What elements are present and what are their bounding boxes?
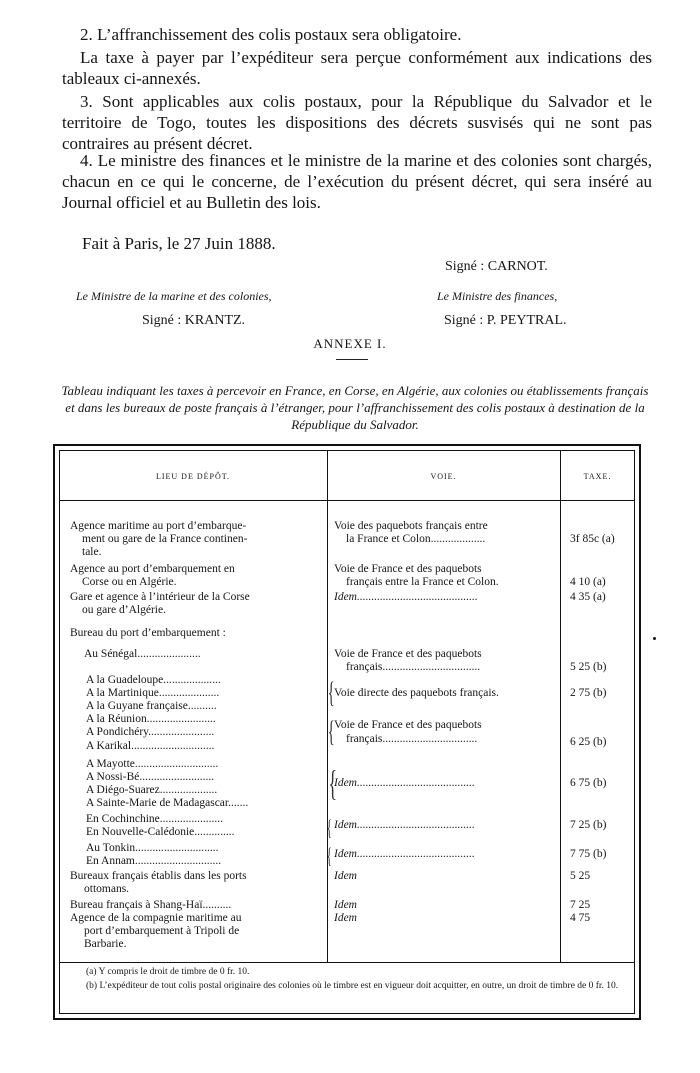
taxe-value: 4 10 (a): [570, 576, 606, 588]
voie-line: français..................................: [346, 661, 481, 673]
lieu-line: Au Tonkin.............................: [86, 842, 219, 854]
brace-cochinchine: {: [326, 815, 332, 840]
taxe-value: 7 25 (b): [570, 819, 607, 831]
lieu-line: A la Martinique.....................: [86, 687, 220, 699]
brace-madagascar: {: [328, 763, 337, 803]
voie-line: la France et Colon...................: [346, 533, 486, 545]
lieu-line: Bureaux français établis dans les ports: [70, 870, 247, 882]
lieu-line: ottomans.: [84, 883, 130, 895]
lieu-line: En Annam..............................: [86, 855, 222, 867]
article-2: 2. L’affranchissement des colis postaux sera obligatoire.: [80, 25, 462, 44]
voie-line: Idem: [334, 899, 357, 911]
lieu-line: Au Sénégal......................: [84, 648, 201, 660]
annexe-title: ANNEXE I.: [313, 336, 387, 351]
taxe-value: 7 25: [570, 899, 591, 911]
header-lieu: LIEU DE DÉPÔT.: [155, 472, 231, 481]
lieu-line: En Cochinchine......................: [86, 813, 224, 825]
voie-line: français.................................: [346, 733, 478, 745]
signature-peytral: Signé : P. PEYTRAL.: [444, 313, 567, 328]
article-4: 4. Le ministre des finances et le ministre de la marine et des colonies sont chargés, chacun en ce qui le concerne, de l’exécution du présent décret, qui sera inséré au Journal officiel et au Bulletin des lois.: [62, 151, 652, 212]
lieu-line: A Sainte-Marie de Madagascar.......: [86, 797, 249, 809]
lieu-line: A la Guadeloupe....................: [86, 674, 221, 686]
signature-carnot: Signé : CARNOT.: [445, 259, 548, 274]
header-voie: VOIE.: [430, 472, 457, 481]
voie-line: Voie directe des paquebots français.: [334, 687, 499, 699]
minister-marine-title: Le Ministre de la marine et des colonies,: [76, 289, 272, 303]
ink-mark: [653, 637, 656, 640]
brace-tonkin: {: [326, 843, 332, 868]
taxe-value: 4 35 (a): [570, 591, 606, 603]
voie-line: Idem: [334, 912, 357, 924]
table-caption: Tableau indiquant les taxes à percevoir en France, en Corse, en Algérie, aux colonies ou établissements français et dans les bureaux de poste français à l’étranger, pour l’affranchissement des colis postaux à destination de la République du Salvador.: [61, 383, 649, 432]
article-2-tax: La taxe à payer par l’expéditeur sera perçue conformément aux indications des tableaux ci-annexés.: [62, 48, 652, 88]
fait-a-paris: Fait à Paris, le 27 Juin 1888.: [82, 234, 276, 253]
taxe-value: 6 75 (b): [570, 777, 607, 789]
lieu-line: ou gare d’Algérie.: [82, 604, 166, 616]
voie-line: Idem: [334, 870, 357, 882]
taxe-value: 4 75: [570, 912, 591, 924]
lieu-line: Bureau du port d’embarquement :: [70, 627, 226, 639]
voie-line: Idem.........................................: [334, 848, 475, 860]
lieu-line: Corse ou en Algérie.: [82, 576, 177, 588]
voie-line: français entre la France et Colon.: [346, 576, 499, 588]
lieu-line: Agence au port d’embarquement en: [70, 563, 235, 575]
taxe-value: 6 25 (b): [570, 736, 607, 748]
lieu-line: A Nossi-Bé..........................: [86, 771, 215, 783]
column-divider-2: [560, 450, 561, 962]
voie-line: Idem..........................................: [334, 591, 478, 603]
lieu-line: En Nouvelle-Calédonie..............: [86, 826, 235, 838]
taxe-value: 5 25 (b): [570, 661, 607, 673]
header-taxe: TAXE.: [583, 472, 612, 481]
lieu-line: Agence maritime au port d’embarque-: [70, 520, 247, 532]
voie-line: Idem.........................................: [334, 819, 475, 831]
brace-inde: {: [327, 715, 335, 748]
minister-finances-title: Le Ministre des finances,: [437, 289, 558, 303]
lieu-line: A la Guyane française..........: [86, 700, 217, 712]
title-rule: [336, 359, 368, 360]
lieu-line: Agence de la compagnie maritime au: [70, 912, 242, 924]
lieu-line: Barbarie.: [84, 938, 127, 950]
lieu-line: A Pondichéry.......................: [86, 726, 215, 738]
taxe-value: 7 75 (b): [570, 848, 607, 860]
lieu-line: A Karikal.............................: [86, 740, 215, 752]
voie-line: Idem.........................................: [334, 777, 475, 789]
lieu-line: ment ou gare de la France continen-: [82, 533, 248, 545]
lieu-line: A Diégo-Suarez....................: [86, 784, 218, 796]
voie-line: Voie de France et des paquebots: [334, 563, 482, 575]
taxe-value: 3f 85c (a): [570, 533, 615, 545]
notes-divider: [59, 962, 635, 963]
taxe-value: 5 25: [570, 870, 591, 882]
header-divider: [59, 500, 635, 501]
lieu-line: port d’embarquement à Tripoli de: [84, 925, 240, 937]
lieu-line: A la Réunion........................: [86, 713, 216, 725]
voie-line: Voie de France et des paquebots: [334, 648, 482, 660]
signature-krantz: Signé : KRANTZ.: [142, 313, 246, 328]
article-3: 3. Sont applicables aux colis postaux, pour la République du Salvador et le territoire de Togo, toutes les dispositions des décrets susvisés qui ne sont pas contraires au présent décret.: [62, 92, 652, 153]
taxe-value: 2 75 (b): [570, 687, 607, 699]
lieu-line: A Mayotte.............................: [86, 758, 219, 770]
voie-line: Voie de France et des paquebots: [334, 719, 482, 731]
lieu-line: Gare et agence à l’intérieur de la Corse: [70, 591, 250, 603]
footnote-b: (b) L’expéditeur de tout colis postal originaire des colonies où le timbre est en vigueur doit acquitter, en outre, un droit de timbre de 0 fr. 10.: [86, 981, 619, 991]
lieu-line: tale.: [82, 546, 102, 558]
brace-antilles: {: [327, 676, 335, 709]
footnote-a: (a) Y compris le droit de timbre de 0 fr. 10.: [86, 967, 250, 977]
voie-line: Voie des paquebots français entre: [334, 520, 488, 532]
lieu-line: Bureau français à Shang-Haï..........: [70, 899, 232, 911]
